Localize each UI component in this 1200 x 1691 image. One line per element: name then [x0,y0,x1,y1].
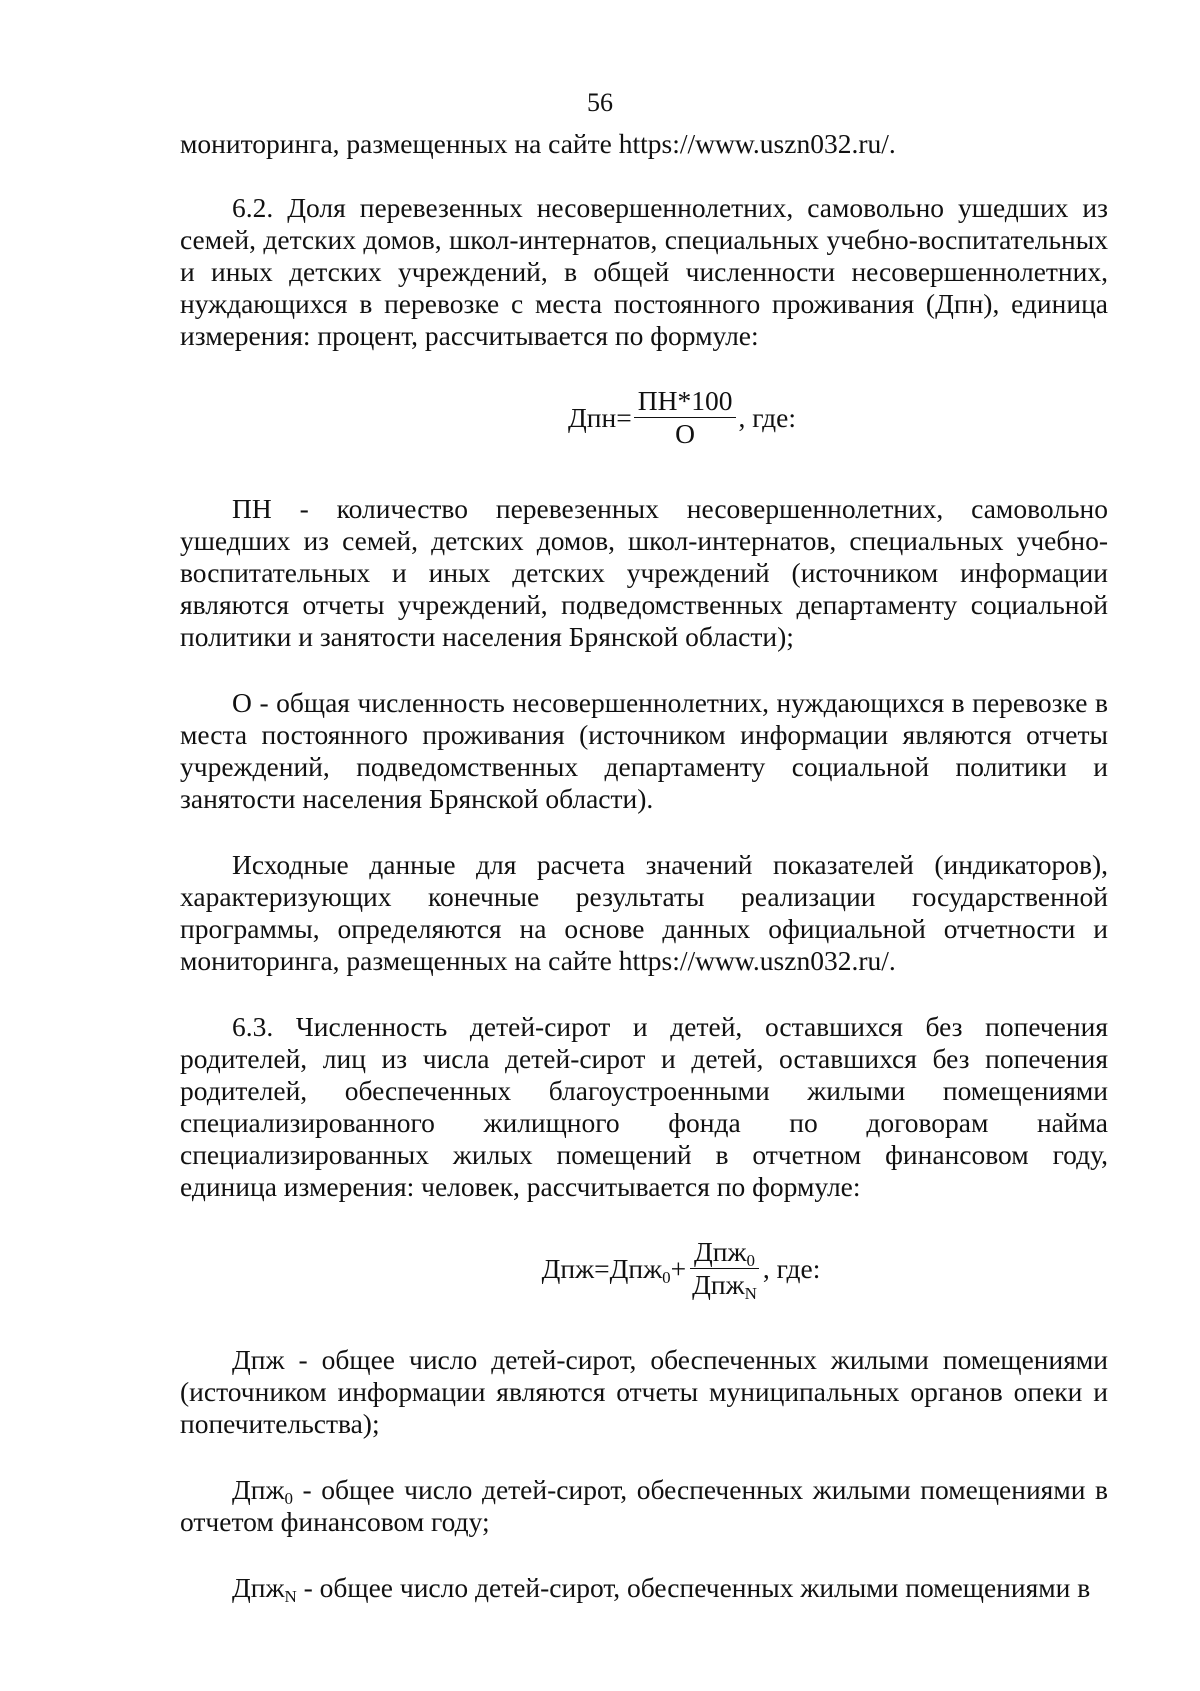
formula-dpn-suffix: , где: [738,401,796,433]
section-6-2-paragraph: 6.2. Доля перевезенных несовершеннолетних, самовольно ушедших из семей, детских домов, школ-интернатов, специальных учебно-воспитательных и иных детских учреждений, в общей численности несовершеннолетних, нуждающихся в перевозке с места постоянного проживания (Дпн), единица измерения: процент, рассчитывается по формуле: [180,192,1108,351]
formula-dpn-lhs: Дпн= [568,401,632,433]
definition-pn: ПН - количество перевезенных несовершеннолетних, самовольно ушедших из семей, детских домов, школ-интернатов, специальных учебно-воспитательных и иных детских учреждений (источником информации являются отчеты учреждений, подведомственных департаменту социальной политики и занятости населения Брянской области); [180,493,1108,652]
formula-dpn-denominator: О [675,418,696,449]
formula-dpzh-denominator [688,1269,761,1303]
formula-dpzh [254,1236,1108,1303]
page-number: 56 [587,88,613,117]
source-note-paragraph: Исходные данные для расчета значений показателей (индикаторов), характеризующих конечные результаты реализации государственной программы, определяются на основе данных официальной отчетности и мониторинга, размещенных на сайте https://www.uszn032.ru/. [180,849,1108,976]
definition-dpzhN [180,1572,1108,1604]
formula-dpzh-fraction [688,1236,761,1303]
definition-dpzhN-symbol: Дпж [232,1572,285,1603]
document-body [180,128,1108,1638]
intro-tail-paragraph: мониторинга, размещенных на сайте https://www.uszn032.ru/. [180,128,896,159]
formula-dpzh-numerator-text: Дпж [694,1236,747,1267]
formula-dpn-numerator: ПН*100 [634,386,737,418]
definition-dpzh0-sub: 0 [284,1489,293,1508]
formula-dpzh-numerator-sub: 0 [746,1251,755,1270]
formula-dpzh-denominator-text: Дпж [692,1269,745,1300]
formula-dpzh-lhs [542,1253,671,1285]
formula-dpzh-numerator [690,1237,759,1269]
formula-dpzh-denominator-sub: N [744,1284,757,1303]
formula-dpzh-plus: + [670,1252,687,1284]
definition-dpzh0-symbol: Дпж [232,1474,285,1505]
formula-dpn-fraction [634,386,737,449]
definition-o: О - общая численность несовершеннолетних, нуждающихся в перевозке в места постоянного проживания (источником информации являются отчеты учреждений, подведомственных департаменту социальной политики и занятости населения Брянской области). [180,687,1108,814]
formula-dpn [256,386,1108,449]
formula-dpzh-lhs-sub: 0 [662,1267,671,1287]
formula-dpzh-suffix: , где: [762,1252,821,1284]
definition-dpzh0-text: - общее число детей-сирот, обеспеченных жилыми помещениями в отчетом финансовом году; [180,1474,1108,1537]
section-6-3-paragraph: 6.3. Численность детей-сирот и детей, оставшихся без попечения родителей, лиц из числа детей-сирот и детей, оставшихся без попечения родителей, обеспеченных благоустроенными жилыми помещениями специализированного жилищного фонда по договорам найма специализированных жилых помещений в отчетном финансовом году, единица измерения: человек, рассчитывается по формуле: [180,1011,1108,1202]
definition-dpzh: Дпж - общее число детей-сирот, обеспеченных жилыми помещениями (источником информации являются отчеты муниципальных органов опеки и попечительства); [180,1344,1108,1439]
definition-dpzhN-sub: N [284,1587,297,1606]
definition-dpzh0 [180,1474,1108,1538]
definition-dpzhN-text: - общее число детей-сирот, обеспеченных жилыми помещениями в [296,1572,1091,1603]
formula-dpzh-lhs-text: Дпж=Дпж [541,1252,663,1284]
